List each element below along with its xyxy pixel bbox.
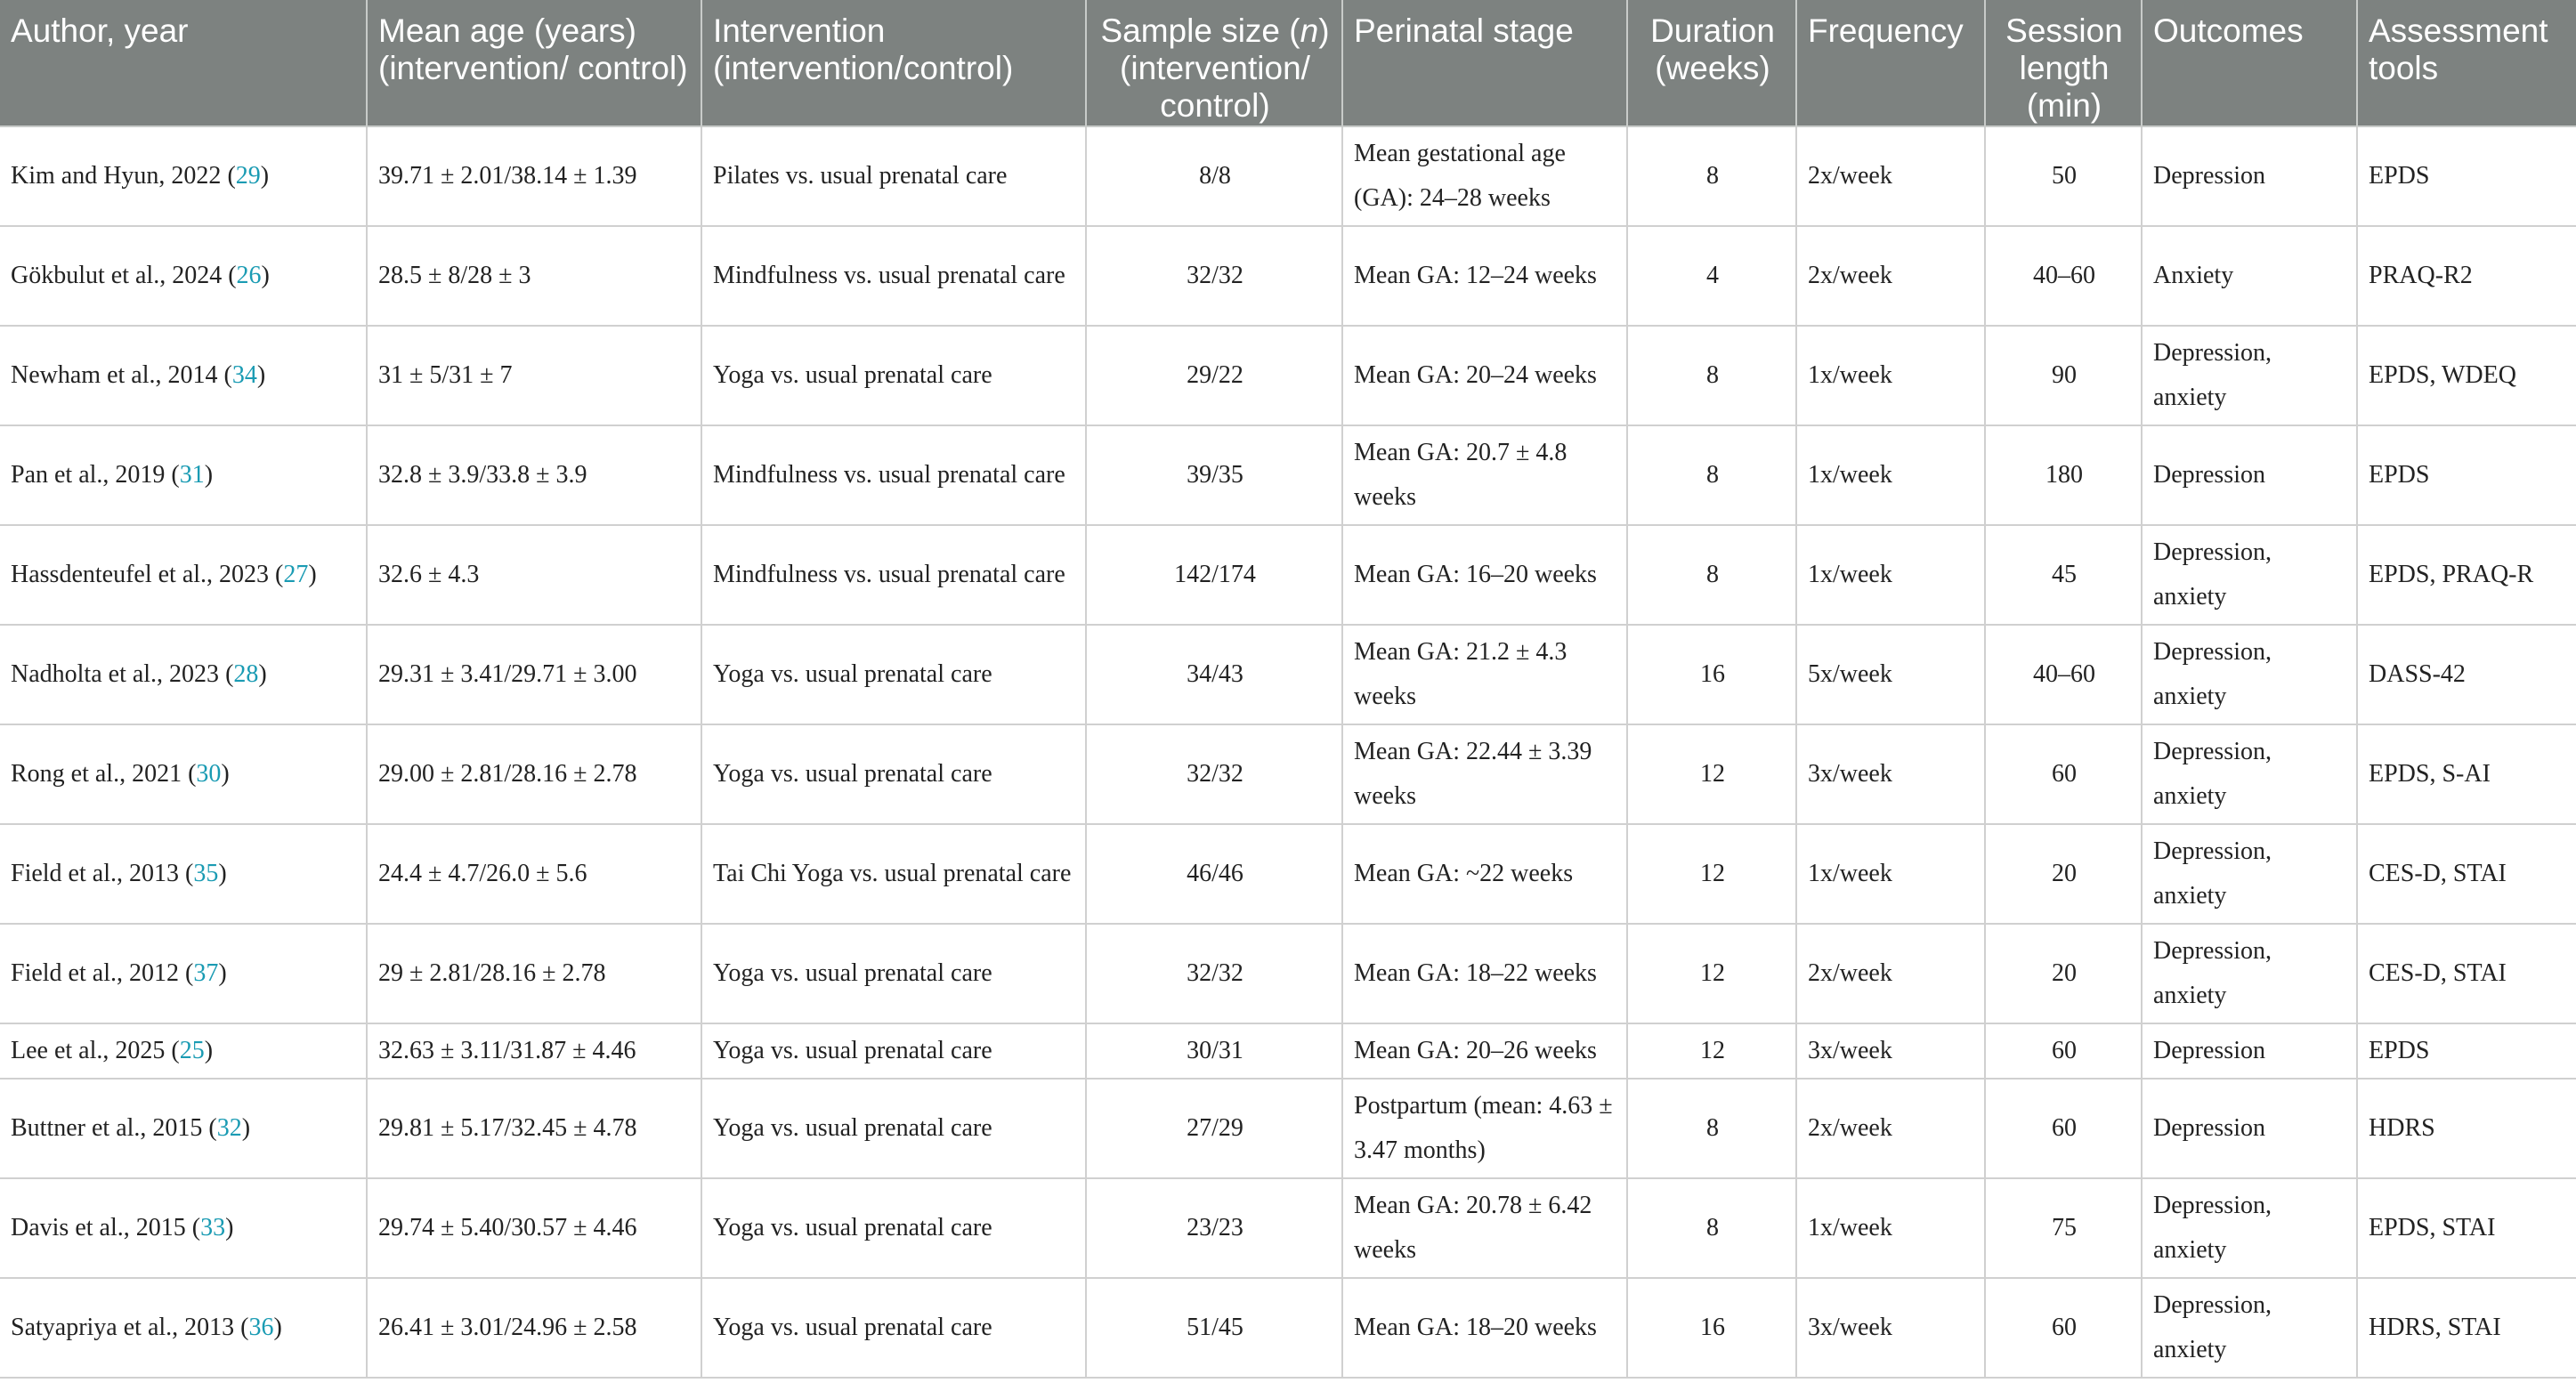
table-row [0, 625, 2576, 724]
col-header-perinatal-stage: Perinatal stage [1342, 0, 1627, 126]
table-row [0, 824, 2576, 924]
cell-sample-size: 51/45 [1086, 1278, 1342, 1378]
cell-author-year: Nadholta et al., 2023 (28) [0, 625, 367, 724]
table-row [0, 126, 2576, 226]
table-row [0, 326, 2576, 425]
cell-outcomes: Depression, anxiety [2142, 326, 2357, 425]
author-name: Gökbulut et al., 2024 [11, 262, 223, 289]
author-name: Satyapriya et al., 2013 [11, 1314, 235, 1341]
cell-frequency: 1x/week [1796, 1178, 1985, 1278]
cell-author-year: Field et al., 2013 (35) [0, 824, 367, 924]
cell-session-length: 40–60 [1985, 226, 2142, 326]
cell-assessment-tools: HDRS [2357, 1079, 2576, 1178]
cell-sample-size: 32/32 [1086, 226, 1342, 326]
cell-frequency: 1x/week [1796, 525, 1985, 625]
cell-intervention: Yoga vs. usual prenatal care [701, 1023, 1086, 1079]
cell-sample-size: 29/22 [1086, 326, 1342, 425]
cell-session-length: 75 [1985, 1178, 2142, 1278]
cell-frequency: 1x/week [1796, 425, 1985, 525]
cell-outcomes: Depression, anxiety [2142, 625, 2357, 724]
cell-mean-age: 29.74 ± 5.40/30.57 ± 4.46 [367, 1178, 701, 1278]
cell-frequency: 3x/week [1796, 1278, 1985, 1378]
cell-assessment-tools: EPDS [2357, 425, 2576, 525]
cell-mean-age: 29.81 ± 5.17/32.45 ± 4.78 [367, 1079, 701, 1178]
cell-mean-age: 31 ± 5/31 ± 7 [367, 326, 701, 425]
cell-assessment-tools: EPDS, STAI [2357, 1178, 2576, 1278]
cell-outcomes: Depression [2142, 1023, 2357, 1079]
reference-link[interactable]: 34 [231, 361, 257, 389]
cell-outcomes: Depression [2142, 1079, 2357, 1178]
table-body [0, 126, 2576, 1378]
reference-link[interactable]: 28 [233, 660, 259, 688]
cell-duration: 12 [1627, 1023, 1796, 1079]
cell-outcomes: Depression, anxiety [2142, 724, 2357, 824]
cell-assessment-tools: EPDS, PRAQ-R [2357, 525, 2576, 625]
cell-assessment-tools: EPDS [2357, 126, 2576, 226]
cell-assessment-tools: DASS-42 [2357, 625, 2576, 724]
cell-duration: 12 [1627, 724, 1796, 824]
cell-duration: 12 [1627, 824, 1796, 924]
cell-assessment-tools: PRAQ-R2 [2357, 226, 2576, 326]
cell-sample-size: 23/23 [1086, 1178, 1342, 1278]
table-row [0, 724, 2576, 824]
cell-perinatal-stage: Mean GA: 21.2 ± 4.3 weeks [1342, 625, 1627, 724]
author-name: Rong et al., 2021 [11, 760, 182, 788]
cell-outcomes: Depression [2142, 126, 2357, 226]
author-name: Field et al., 2013 [11, 860, 179, 887]
author-name: Newham et al., 2014 [11, 361, 218, 389]
cell-frequency: 1x/week [1796, 326, 1985, 425]
cell-duration: 8 [1627, 425, 1796, 525]
cell-author-year: Field et al., 2012 (37) [0, 924, 367, 1023]
cell-perinatal-stage: Mean GA: 20–26 weeks [1342, 1023, 1627, 1079]
cell-session-length: 60 [1985, 724, 2142, 824]
cell-perinatal-stage: Mean GA: 22.44 ± 3.39 weeks [1342, 724, 1627, 824]
reference-link[interactable]: 29 [235, 162, 261, 190]
cell-intervention: Mindfulness vs. usual prenatal care [701, 525, 1086, 625]
cell-intervention: Yoga vs. usual prenatal care [701, 1178, 1086, 1278]
cell-intervention: Mindfulness vs. usual prenatal care [701, 226, 1086, 326]
cell-author-year: Rong et al., 2021 (30) [0, 724, 367, 824]
cell-perinatal-stage: Mean GA: 18–20 weeks [1342, 1278, 1627, 1378]
cell-session-length: 180 [1985, 425, 2142, 525]
cell-sample-size: 30/31 [1086, 1023, 1342, 1079]
cell-sample-size: 32/32 [1086, 724, 1342, 824]
cell-assessment-tools: HDRS, STAI [2357, 1278, 2576, 1378]
cell-perinatal-stage: Mean GA: ~22 weeks [1342, 824, 1627, 924]
cell-author-year: Lee et al., 2025 (25) [0, 1023, 367, 1079]
cell-duration: 8 [1627, 1079, 1796, 1178]
cell-frequency: 2x/week [1796, 1079, 1985, 1178]
cell-mean-age: 24.4 ± 4.7/26.0 ± 5.6 [367, 824, 701, 924]
table-row [0, 525, 2576, 625]
author-name: Davis et al., 2015 [11, 1214, 186, 1241]
author-name: Lee et al., 2025 [11, 1037, 166, 1064]
cell-session-length: 90 [1985, 326, 2142, 425]
cell-session-length: 40–60 [1985, 625, 2142, 724]
cell-outcomes: Depression, anxiety [2142, 824, 2357, 924]
cell-mean-age: 29.31 ± 3.41/29.71 ± 3.00 [367, 625, 701, 724]
cell-sample-size: 27/29 [1086, 1079, 1342, 1178]
col-header-mean-age: Mean age (years) (intervention/ control) [367, 0, 701, 126]
cell-session-length: 60 [1985, 1023, 2142, 1079]
cell-author-year: Davis et al., 2015 (33) [0, 1178, 367, 1278]
reference-link[interactable]: 31 [179, 461, 205, 489]
cell-intervention: Yoga vs. usual prenatal care [701, 1278, 1086, 1378]
cell-session-length: 20 [1985, 824, 2142, 924]
cell-session-length: 60 [1985, 1079, 2142, 1178]
reference-link[interactable]: 27 [283, 561, 309, 588]
cell-duration: 16 [1627, 625, 1796, 724]
table-row [0, 425, 2576, 525]
cell-author-year: Kim and Hyun, 2022 (29) [0, 126, 367, 226]
cell-author-year: Pan et al., 2019 (31) [0, 425, 367, 525]
reference-link[interactable]: 26 [236, 262, 262, 289]
table-row [0, 226, 2576, 326]
table-row [0, 1178, 2576, 1278]
cell-sample-size: 46/46 [1086, 824, 1342, 924]
cell-duration: 8 [1627, 525, 1796, 625]
author-name: Nadholta et al., 2023 [11, 660, 220, 688]
cell-sample-size: 142/174 [1086, 525, 1342, 625]
cell-duration: 8 [1627, 126, 1796, 226]
reference-link[interactable]: 36 [248, 1314, 274, 1341]
author-name: Pan et al., 2019 [11, 461, 166, 489]
cell-sample-size: 39/35 [1086, 425, 1342, 525]
author-name: Hassdenteufel et al., 2023 [11, 561, 270, 588]
cell-mean-age: 32.6 ± 4.3 [367, 525, 701, 625]
cell-mean-age: 26.41 ± 3.01/24.96 ± 2.58 [367, 1278, 701, 1378]
cell-outcomes: Depression, anxiety [2142, 525, 2357, 625]
cell-perinatal-stage: Mean GA: 20–24 weeks [1342, 326, 1627, 425]
reference-link[interactable]: 25 [179, 1037, 205, 1064]
cell-mean-age: 28.5 ± 8/28 ± 3 [367, 226, 701, 326]
table-row [0, 1278, 2576, 1378]
reference-link[interactable]: 37 [193, 959, 219, 987]
col-header-author-year: Author, year [0, 0, 367, 126]
cell-intervention: Pilates vs. usual prenatal care [701, 126, 1086, 226]
cell-intervention: Yoga vs. usual prenatal care [701, 1079, 1086, 1178]
sample-size-header-n: n [1300, 12, 1319, 49]
cell-intervention: Yoga vs. usual prenatal care [701, 326, 1086, 425]
cell-assessment-tools: EPDS, WDEQ [2357, 326, 2576, 425]
table-row [0, 1079, 2576, 1178]
cell-session-length: 50 [1985, 126, 2142, 226]
author-name: Field et al., 2012 [11, 959, 179, 987]
cell-mean-age: 29.00 ± 2.81/28.16 ± 2.78 [367, 724, 701, 824]
cell-mean-age: 29 ± 2.81/28.16 ± 2.78 [367, 924, 701, 1023]
cell-intervention: Tai Chi Yoga vs. usual prenatal care [701, 824, 1086, 924]
cell-author-year: Gökbulut et al., 2024 (26) [0, 226, 367, 326]
cell-frequency: 3x/week [1796, 1023, 1985, 1079]
sample-size-header-pre: Sample size ( [1100, 12, 1300, 49]
col-header-assessment-tools: Assessment tools [2357, 0, 2576, 126]
reference-link[interactable]: 33 [200, 1214, 226, 1241]
cell-assessment-tools: EPDS [2357, 1023, 2576, 1079]
reference-link[interactable]: 35 [193, 860, 219, 887]
cell-perinatal-stage: Mean gestational age (GA): 24–28 weeks [1342, 126, 1627, 226]
cell-outcomes: Depression [2142, 425, 2357, 525]
cell-session-length: 60 [1985, 1278, 2142, 1378]
col-header-sample-size [1086, 0, 1342, 126]
cell-intervention: Yoga vs. usual prenatal care [701, 625, 1086, 724]
cell-perinatal-stage: Mean GA: 20.78 ± 6.42 weeks [1342, 1178, 1627, 1278]
cell-duration: 12 [1627, 924, 1796, 1023]
cell-sample-size: 34/43 [1086, 625, 1342, 724]
cell-assessment-tools: CES-D, STAI [2357, 824, 2576, 924]
table-row [0, 1023, 2576, 1079]
cell-frequency: 3x/week [1796, 724, 1985, 824]
author-name: Kim and Hyun, 2022 [11, 162, 222, 190]
reference-link[interactable]: 30 [196, 760, 222, 788]
cell-intervention: Yoga vs. usual prenatal care [701, 724, 1086, 824]
cell-assessment-tools: EPDS, S-AI [2357, 724, 2576, 824]
cell-author-year: Buttner et al., 2015 (32) [0, 1079, 367, 1178]
cell-session-length: 20 [1985, 924, 2142, 1023]
cell-duration: 16 [1627, 1278, 1796, 1378]
cell-outcomes: Depression, anxiety [2142, 1278, 2357, 1378]
table-header [0, 0, 2576, 126]
cell-perinatal-stage: Mean GA: 18–22 weeks [1342, 924, 1627, 1023]
reference-link[interactable]: 32 [216, 1114, 242, 1142]
cell-duration: 8 [1627, 326, 1796, 425]
header-row [0, 0, 2576, 126]
col-header-frequency: Frequency [1796, 0, 1985, 126]
cell-outcomes: Depression, anxiety [2142, 1178, 2357, 1278]
cell-frequency: 2x/week [1796, 126, 1985, 226]
cell-frequency: 1x/week [1796, 824, 1985, 924]
cell-mean-age: 32.8 ± 3.9/33.8 ± 3.9 [367, 425, 701, 525]
cell-mean-age: 32.63 ± 3.11/31.87 ± 4.46 [367, 1023, 701, 1079]
cell-sample-size: 8/8 [1086, 126, 1342, 226]
cell-perinatal-stage: Postpartum (mean: 4.63 ± 3.47 months) [1342, 1079, 1627, 1178]
cell-duration: 4 [1627, 226, 1796, 326]
table-row [0, 924, 2576, 1023]
cell-intervention: Yoga vs. usual prenatal care [701, 924, 1086, 1023]
cell-perinatal-stage: Mean GA: 20.7 ± 4.8 weeks [1342, 425, 1627, 525]
author-name: Buttner et al., 2015 [11, 1114, 203, 1142]
cell-duration: 8 [1627, 1178, 1796, 1278]
cell-author-year: Satyapriya et al., 2013 (36) [0, 1278, 367, 1378]
cell-outcomes: Anxiety [2142, 226, 2357, 326]
cell-session-length: 45 [1985, 525, 2142, 625]
col-header-session-length: Session length (min) [1985, 0, 2142, 126]
col-header-duration: Duration (weeks) [1627, 0, 1796, 126]
cell-assessment-tools: CES-D, STAI [2357, 924, 2576, 1023]
cell-outcomes: Depression, anxiety [2142, 924, 2357, 1023]
col-header-intervention: Intervention (intervention/control) [701, 0, 1086, 126]
cell-perinatal-stage: Mean GA: 12–24 weeks [1342, 226, 1627, 326]
cell-author-year: Newham et al., 2014 (34) [0, 326, 367, 425]
cell-frequency: 5x/week [1796, 625, 1985, 724]
cell-author-year: Hassdenteufel et al., 2023 (27) [0, 525, 367, 625]
cell-frequency: 2x/week [1796, 226, 1985, 326]
cell-intervention: Mindfulness vs. usual prenatal care [701, 425, 1086, 525]
sample-size-header-post: ) (intervention/ control) [1120, 12, 1330, 124]
col-header-outcomes: Outcomes [2142, 0, 2357, 126]
cell-sample-size: 32/32 [1086, 924, 1342, 1023]
cell-perinatal-stage: Mean GA: 16–20 weeks [1342, 525, 1627, 625]
cell-frequency: 2x/week [1796, 924, 1985, 1023]
cell-mean-age: 39.71 ± 2.01/38.14 ± 1.39 [367, 126, 701, 226]
